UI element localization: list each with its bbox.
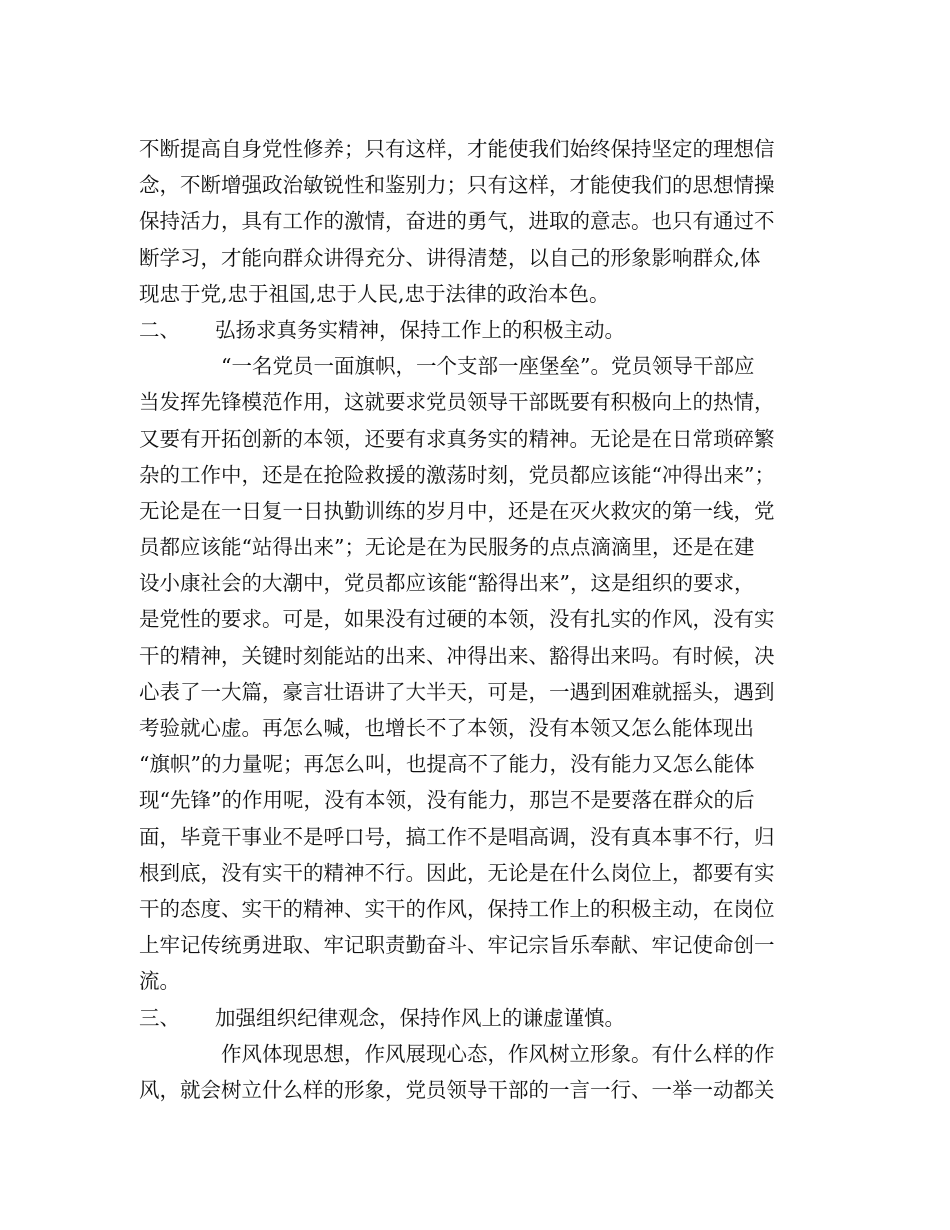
paragraph-line: “旗帜”的力量呢；再怎么叫，也提高不了能力，没有能力又怎么能体 xyxy=(139,752,755,777)
paragraph-line: 根到底，没有实干的精神不行。因此，无论是在什么岗位上，都要有实 xyxy=(139,860,775,885)
paragraph-line: 干的态度、实干的精神、实干的作风，保持工作上的积极主动，在岗位 xyxy=(139,896,775,921)
paragraph-line: 当发挥先锋模范作用，这就要求党员领导干部既要有积极向上的热情， xyxy=(139,390,775,415)
section-number: 三、 xyxy=(139,1005,180,1030)
paragraph-line: 风，就会树立什么样的形象，党员领导干部的一言一行、一举一动都关 xyxy=(139,1077,775,1102)
paragraph-line: 设小康社会的大潮中，党员都应该能“豁得出来”，这是组织的要求， xyxy=(139,571,755,596)
paragraph-line: 上牢记传统勇进取、牢记职责勤奋斗、牢记宗旨乐奉献、牢记使命创一 xyxy=(139,933,775,958)
document-body xyxy=(139,131,829,1108)
paragraph-line: 是党性的要求。可是，如果没有过硬的本领，没有扎实的作风，没有实 xyxy=(139,607,775,632)
paragraph-line: 心表了一大篇，豪言壮语讲了大半天，可是，一遇到困难就摇头，遇到 xyxy=(139,679,775,704)
paragraph-line: 干的精神，关键时刻能站的出来、冲得出来、豁得出来吗。有时候，决 xyxy=(139,643,775,668)
section-number: 二、 xyxy=(139,317,180,342)
section-heading xyxy=(139,1000,829,1036)
paragraph-line: 考验就心虚。再怎么喊，也增长不了本领，没有本领又怎么能体现出 xyxy=(139,716,754,740)
paragraph-first-line: 作风体现思想，作风展现心态，作风树立形象。有什么样的作 xyxy=(221,1041,775,1066)
paragraph-line: 断学习，才能向群众讲得充分、讲得清楚，以自己的形象影响群众,体 xyxy=(139,245,761,270)
paragraph-line: 现忠于党,忠于祖国,忠于人民,忠于法律的政治本色。 xyxy=(139,281,610,306)
paragraph-line: 又要有开拓创新的本领，还要有求真务实的精神。无论是在日常琐碎繁 xyxy=(139,426,775,451)
paragraph-line: 无论是在一日复一日执勤训练的岁月中，还是在灭火救灾的第一线，党 xyxy=(139,498,775,523)
paragraph-line: 现“先锋”的作用呢，没有本领，没有能力，那岂不是要落在群众的后 xyxy=(139,788,755,813)
paragraph-first-line: “一名党员一面旗帜，一个支部一座堡垒”。党员领导干部应 xyxy=(221,354,755,379)
section-heading xyxy=(139,312,829,348)
paragraph-line: 不断提高自身党性修养；只有这样，才能使我们始终保持坚定的理想信 xyxy=(139,137,775,161)
paragraph-line: 念，不断增强政治敏锐性和鉴别力；只有这样，才能使我们的思想情操 xyxy=(139,173,775,198)
paragraph-line: 面，毕竟干事业不是呼口号，搞工作不是唱高调，没有真本事不行，归 xyxy=(139,824,775,849)
section-title: 弘扬求真务实精神，保持工作上的积极主动。 xyxy=(215,317,625,342)
paragraph-line: 保持活力，具有工作的激情，奋进的勇气，进取的意志。也只有通过不 xyxy=(139,209,775,234)
paragraph-line: 员都应该能“站得出来”；无论是在为民服务的点点滴滴里，还是在建 xyxy=(139,535,755,560)
paragraph-line: 杂的工作中，还是在抢险救援的激荡时刻，党员都应该能“冲得出来”； xyxy=(139,462,775,487)
paragraph-line: 流。 xyxy=(139,969,180,994)
section-title: 加强组织纪律观念，保持作风上的谦虚谨慎。 xyxy=(215,1005,625,1030)
